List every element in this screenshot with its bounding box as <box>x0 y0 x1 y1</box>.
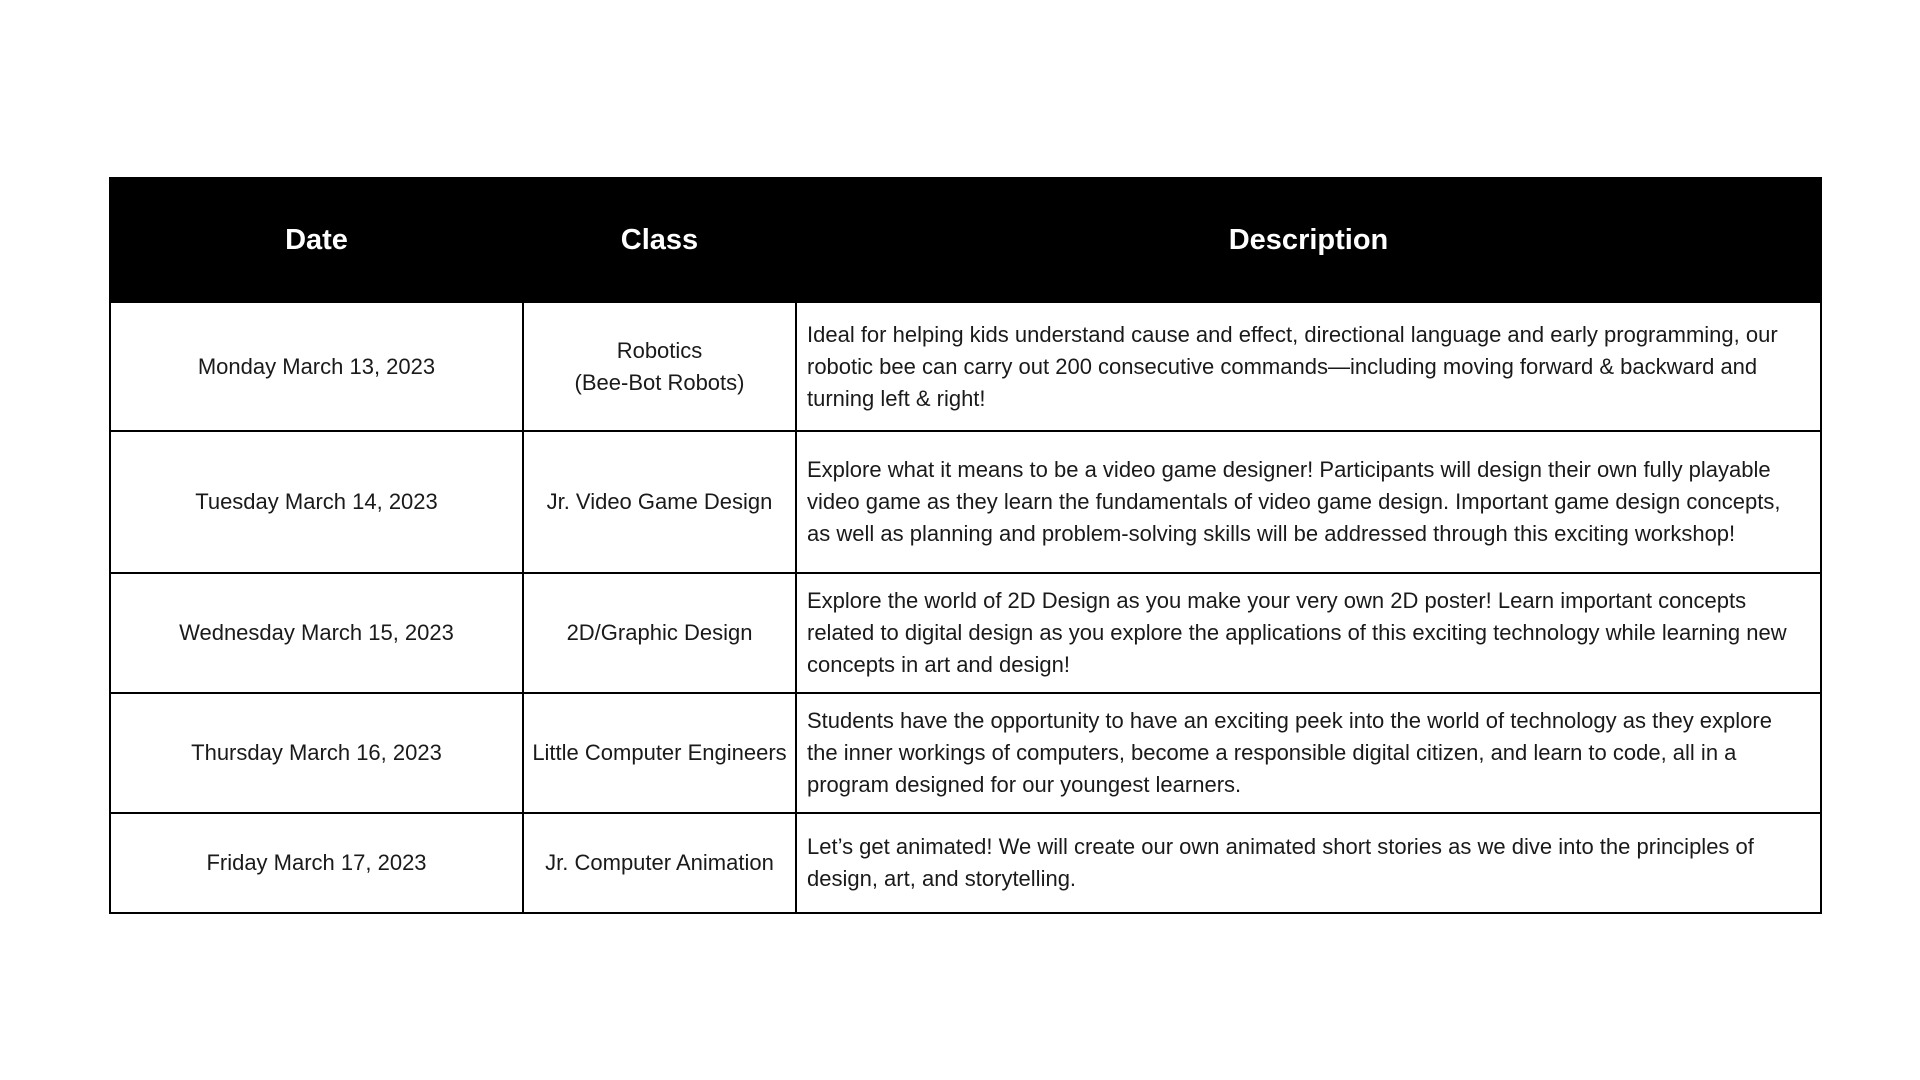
description-cell: Explore the world of 2D Design as you make your very own 2D poster! Learn important concepts related to digital design as you explore the applications of this exciting technology while learning new concepts in art and design! <box>796 573 1821 693</box>
date-cell: Monday March 13, 2023 <box>110 302 523 431</box>
date-cell: Wednesday March 15, 2023 <box>110 573 523 693</box>
table-row <box>110 302 1821 431</box>
class-name: 2D/Graphic Design <box>566 620 753 645</box>
class-name: Robotics <box>616 337 703 363</box>
table-row <box>110 693 1821 813</box>
header-row <box>110 178 1821 302</box>
class-cell <box>523 302 796 431</box>
class-schedule-table <box>109 177 1822 914</box>
table-header <box>110 178 1821 302</box>
class-cell <box>523 431 796 573</box>
date-cell: Friday March 17, 2023 <box>110 813 523 913</box>
class-cell <box>523 813 796 913</box>
table-body <box>110 302 1821 913</box>
table-row <box>110 813 1821 913</box>
class-cell <box>523 573 796 693</box>
class-subtitle: (Bee-Bot Robots) <box>574 369 745 395</box>
class-name: Little Computer Engineers <box>532 740 787 765</box>
class-name: Jr. Video Game Design <box>546 489 773 514</box>
description-cell: Students have the opportunity to have an exciting peek into the world of technology as they explore the inner workings of computers, become a responsible digital citizen, and learn to code, all in a program designed for our youngest learners. <box>796 693 1821 813</box>
table-row <box>110 573 1821 693</box>
description-cell: Ideal for helping kids understand cause and effect, directional language and early programming, our robotic bee can carry out 200 consecutive commands—including moving forward & backward and turning left & right! <box>796 302 1821 431</box>
table-row <box>110 431 1821 573</box>
date-cell: Thursday March 16, 2023 <box>110 693 523 813</box>
column-header-date: Date <box>110 178 523 302</box>
column-header-description: Description <box>796 178 1821 302</box>
column-header-class: Class <box>523 178 796 302</box>
description-cell: Explore what it means to be a video game designer! Participants will design their own fully playable video game as they learn the fundamentals of video game design. Important game design concepts, as well as planning and problem-solving skills will be addressed through this exciting workshop! <box>796 431 1821 573</box>
description-cell: Let’s get animated! We will create our own animated short stories as we dive into the principles of design, art, and storytelling. <box>796 813 1821 913</box>
class-name: Jr. Computer Animation <box>545 850 774 875</box>
class-cell <box>523 693 796 813</box>
date-cell: Tuesday March 14, 2023 <box>110 431 523 573</box>
